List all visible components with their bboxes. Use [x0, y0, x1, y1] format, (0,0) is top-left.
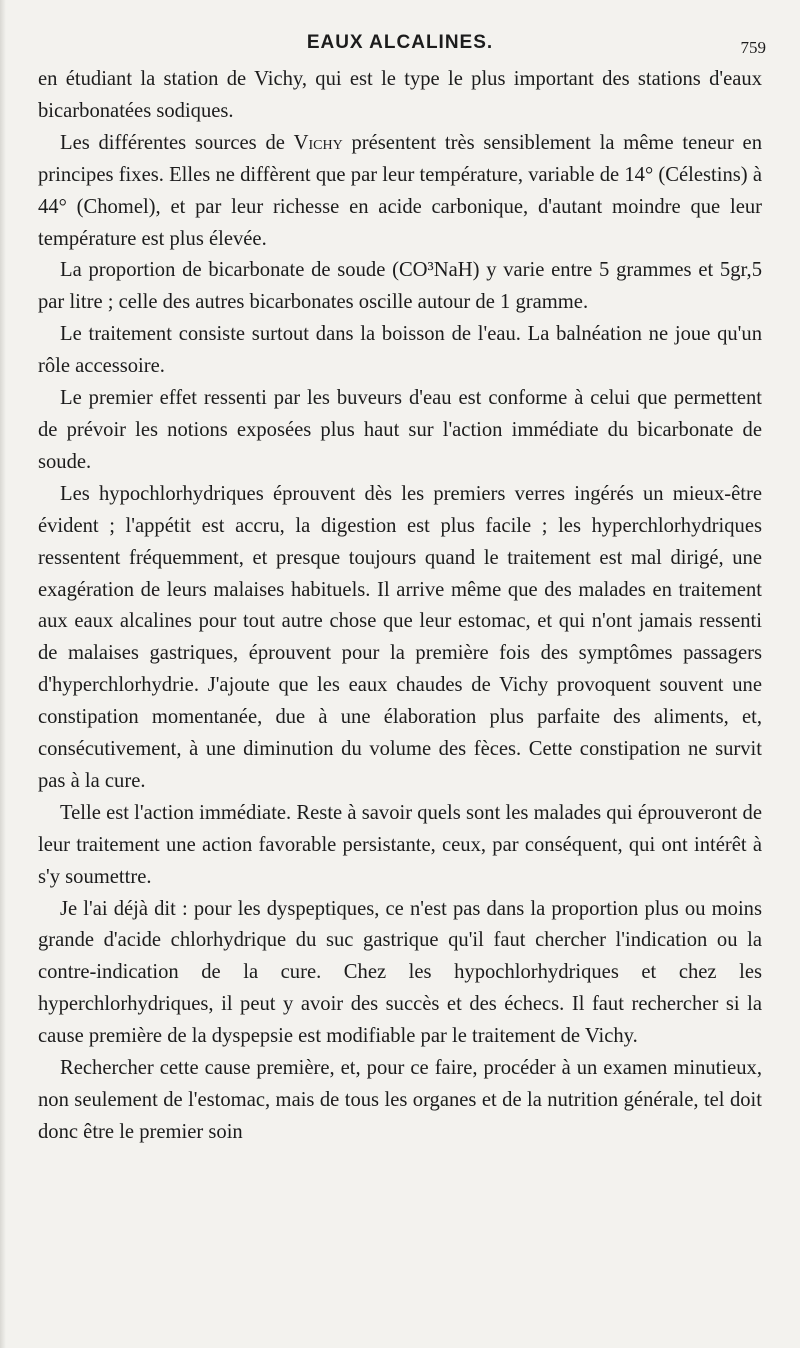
- paragraph-7: Telle est l'action immédiate. Reste à savoir quels sont les malades qui éprouveront de leur traitement une action favorable persistante, ceux, par conséquent, qui ont intérêt à s'y soumettre.: [38, 801, 762, 888]
- running-title: EAUX ALCALINES.: [306, 32, 494, 53]
- body-text: [38, 64, 762, 1149]
- paragraph-2: [38, 128, 762, 256]
- paragraph-2-rest: présentent très sensiblement la même teneur en principes fixes. Elles ne diffèrent que par leur température, variable de 14° (Célestins) à 44° (Chomel), et par leur richesse en acide carbonique, d'autant moindre que leur température est plus élevée.: [38, 131, 762, 250]
- paragraph-3: La proportion de bicarbonate de soude (CO³NaH) y varie entre 5 grammes et 5gr,5 par litre ; celle des autres bicarbonates oscille autour de 1 gramme.: [38, 259, 762, 314]
- vichy-smallcaps: Vichy: [293, 131, 343, 154]
- paragraph-9: Rechercher cette cause première, et, pour ce faire, procéder à un examen minutieux, non seulement de l'estomac, mais de tous les organes et de la nutrition générale, tel doit donc être le premier soin: [38, 1057, 762, 1143]
- paragraph-6: Les hypochlorhydriques éprouvent dès les premiers verres ingérés un mieux-être évident ; l'appétit est accru, la digestion est plus facile ; les hyperchlorhydriques ressentent fréquemment, et presque toujours quand le traitement est mal dirigé, une exagération de leurs malaises habituels. Il arrive même que des malades en traitement aux eaux alcalines pour tout autre chose que leur estomac, et qui n'ont jamais ressenti de malaises gastriques, éprouvent pour la première fois des symptômes passagers d'hyperchlorhydrie. J'ajoute que les eaux chaudes de Vichy provoquent souvent une constipation momentanée, due à une élaboration plus parfaite des aliments, et, consécutivement, à une diminution du volume des fèces. Cette constipation ne survit pas à la cure.: [38, 482, 762, 792]
- paragraph-8: Je l'ai déjà dit : pour les dyspeptiques, ce n'est pas dans la proportion plus ou moins grande d'acide chlorhydrique du suc gastrique qu'il faut chercher l'indication ou la contre-indication de la cure. Chez les hypochlorhydriques et chez les hyperchlorhydriques, il peut y avoir des succès et des échecs. Il faut rechercher si la cause première de la dyspepsie est modifiable par le traitement de Vichy.: [38, 897, 762, 1048]
- paragraph-4: Le traitement consiste surtout dans la boisson de l'eau. La balnéation ne joue qu'un rôle accessoire.: [38, 323, 762, 378]
- paragraph-2-start: Les différentes sources de: [60, 131, 294, 154]
- paragraph-5: Le premier effet ressenti par les buveurs d'eau est conforme à celui que permettent de prévoir les notions exposées plus haut sur l'action immédiate du bicarbonate de soude.: [38, 387, 762, 473]
- paragraph-1: en étudiant la station de Vichy, qui est le type le plus important des stations d'eaux bicarbonatées sodiques.: [38, 68, 762, 122]
- page-header: [34, 28, 766, 58]
- page-number: 759: [740, 38, 766, 57]
- page-gutter-shadow: [0, 0, 6, 1348]
